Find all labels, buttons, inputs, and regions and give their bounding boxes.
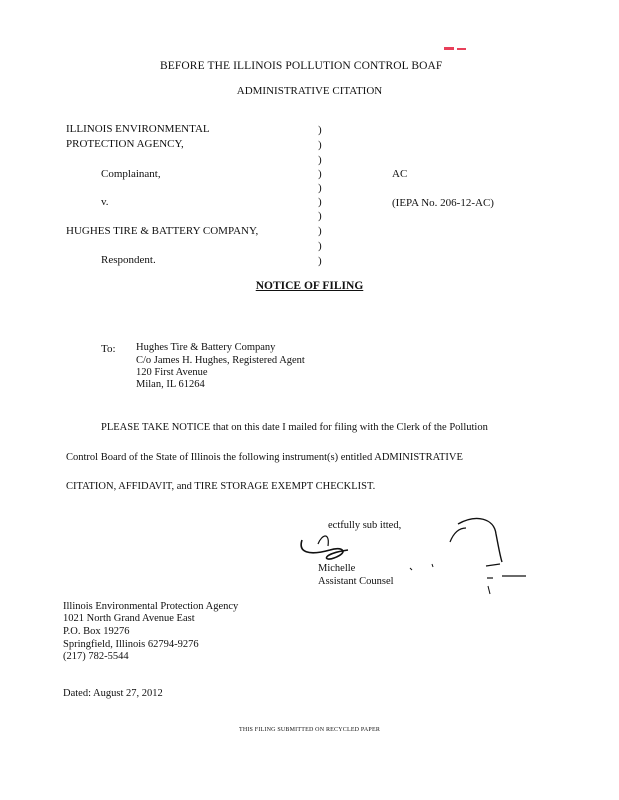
address-line: Milan, IL 61264 [136, 379, 205, 390]
caption-paren: ) [318, 182, 322, 194]
caption-paren: ) [318, 210, 322, 222]
notice-heading: NOTICE OF FILING [255, 280, 364, 292]
address-line: C/o James H. Hughes, Registered Agent [136, 355, 305, 366]
caption-paren: ) [318, 225, 322, 237]
complainant-name-line1: ILLINOIS ENVIRONMENTAL [66, 123, 210, 135]
signer-title: Assistant Counsel [318, 576, 394, 587]
versus-label: v. [101, 196, 109, 208]
to-label: To: [101, 343, 116, 355]
notice-body-line1: PLEASE TAKE NOTICE that on this date I mailed for filing with the Clerk of the Pollution [101, 422, 488, 433]
respondent-name: HUGHES TIRE & BATTERY COMPANY, [66, 225, 259, 237]
recycled-paper-footer: THIS FILING SUBMITTED ON RECYCLED PAPER [238, 727, 381, 733]
dated-line: Dated: August 27, 2012 [63, 688, 163, 699]
agency-line: 1021 North Grand Avenue East [63, 613, 195, 624]
signer-name: Michelle [318, 563, 356, 574]
caption-paren: ) [318, 124, 322, 136]
agency-line: P.O. Box 19276 [63, 626, 130, 637]
caption-paren: ) [318, 196, 322, 208]
signature-closing: ectfully sub itted, [328, 520, 402, 531]
caption-paren: ) [318, 139, 322, 151]
red-stamp-mark [444, 47, 466, 51]
address-line: Hughes Tire & Battery Company [136, 342, 276, 353]
case-type: AC [392, 168, 408, 180]
caption-paren: ) [318, 240, 322, 252]
notice-body-line2: Control Board of the State of Illinois the following instrument(s) entitled ADMINISTRATIVE [66, 452, 463, 463]
caption-paren: ) [318, 255, 322, 267]
agency-line: (217) 782-5544 [63, 651, 129, 662]
agency-line: Springfield, Illinois 62794-9276 [63, 639, 199, 650]
complainant-name-line2: PROTECTION AGENCY, [66, 138, 184, 150]
complainant-label: Complainant, [101, 168, 161, 180]
case-number: (IEPA No. 206-12-AC) [392, 197, 494, 209]
notice-body-line3: CITATION, AFFIDAVIT, and TIRE STORAGE EXEMPT CHECKLIST. [66, 481, 376, 492]
agency-line: Illinois Environmental Protection Agency [63, 601, 239, 612]
caption-paren: ) [318, 154, 322, 166]
court-title: BEFORE THE ILLINOIS POLLUTION CONTROL BOAF [160, 60, 443, 72]
document-type: ADMINISTRATIVE CITATION [236, 85, 383, 97]
address-line: 120 First Avenue [136, 367, 208, 378]
caption-paren: ) [318, 168, 322, 180]
respondent-label: Respondent. [101, 254, 156, 266]
handwritten-signature [290, 512, 530, 602]
